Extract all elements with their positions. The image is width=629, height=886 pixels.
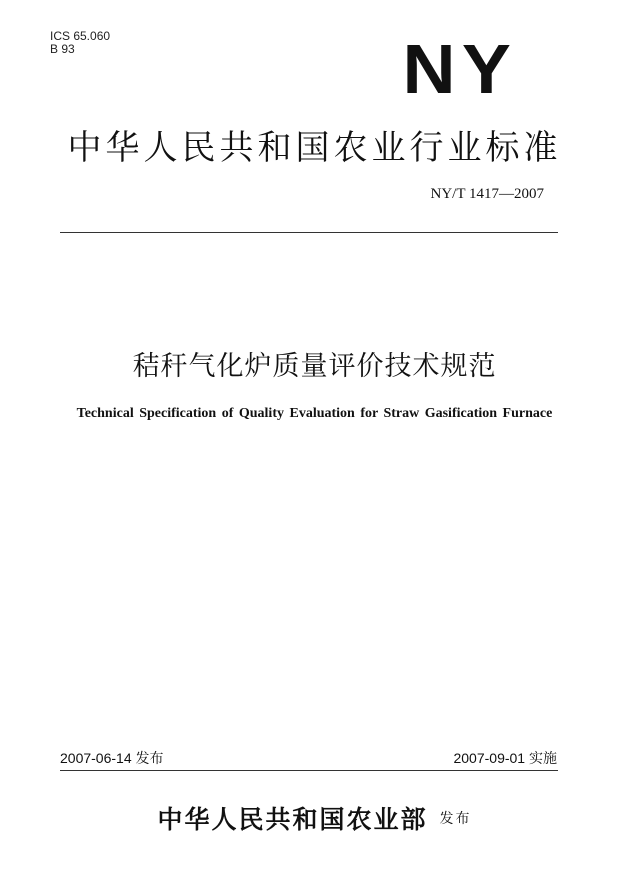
implementation-date: 2007-09-01 实施	[453, 750, 557, 766]
publisher-organization: 中华人民共和国农业部	[157, 805, 428, 834]
publisher-line	[0, 800, 629, 836]
ics-code: ICS 65.060	[50, 29, 111, 43]
document-title-english: Technical Specification of Quality Evaluation for Straw Gasification Furnace	[76, 406, 553, 421]
ccs-code: B 93	[50, 42, 75, 56]
classification-codes	[50, 30, 110, 56]
footer-divider	[60, 770, 558, 771]
standard-number: NY/T 1417—2007	[430, 186, 544, 202]
document-title-chinese: 秸秆气化炉质量评价技术规范	[132, 351, 497, 382]
standard-category-title: 中华人民共和国农业行业标准	[67, 128, 562, 168]
publisher-action: 发布	[439, 811, 472, 827]
ny-logo: NY	[402, 30, 517, 108]
issue-date: 2007-06-14 发布	[60, 750, 164, 766]
header-divider	[60, 232, 558, 233]
